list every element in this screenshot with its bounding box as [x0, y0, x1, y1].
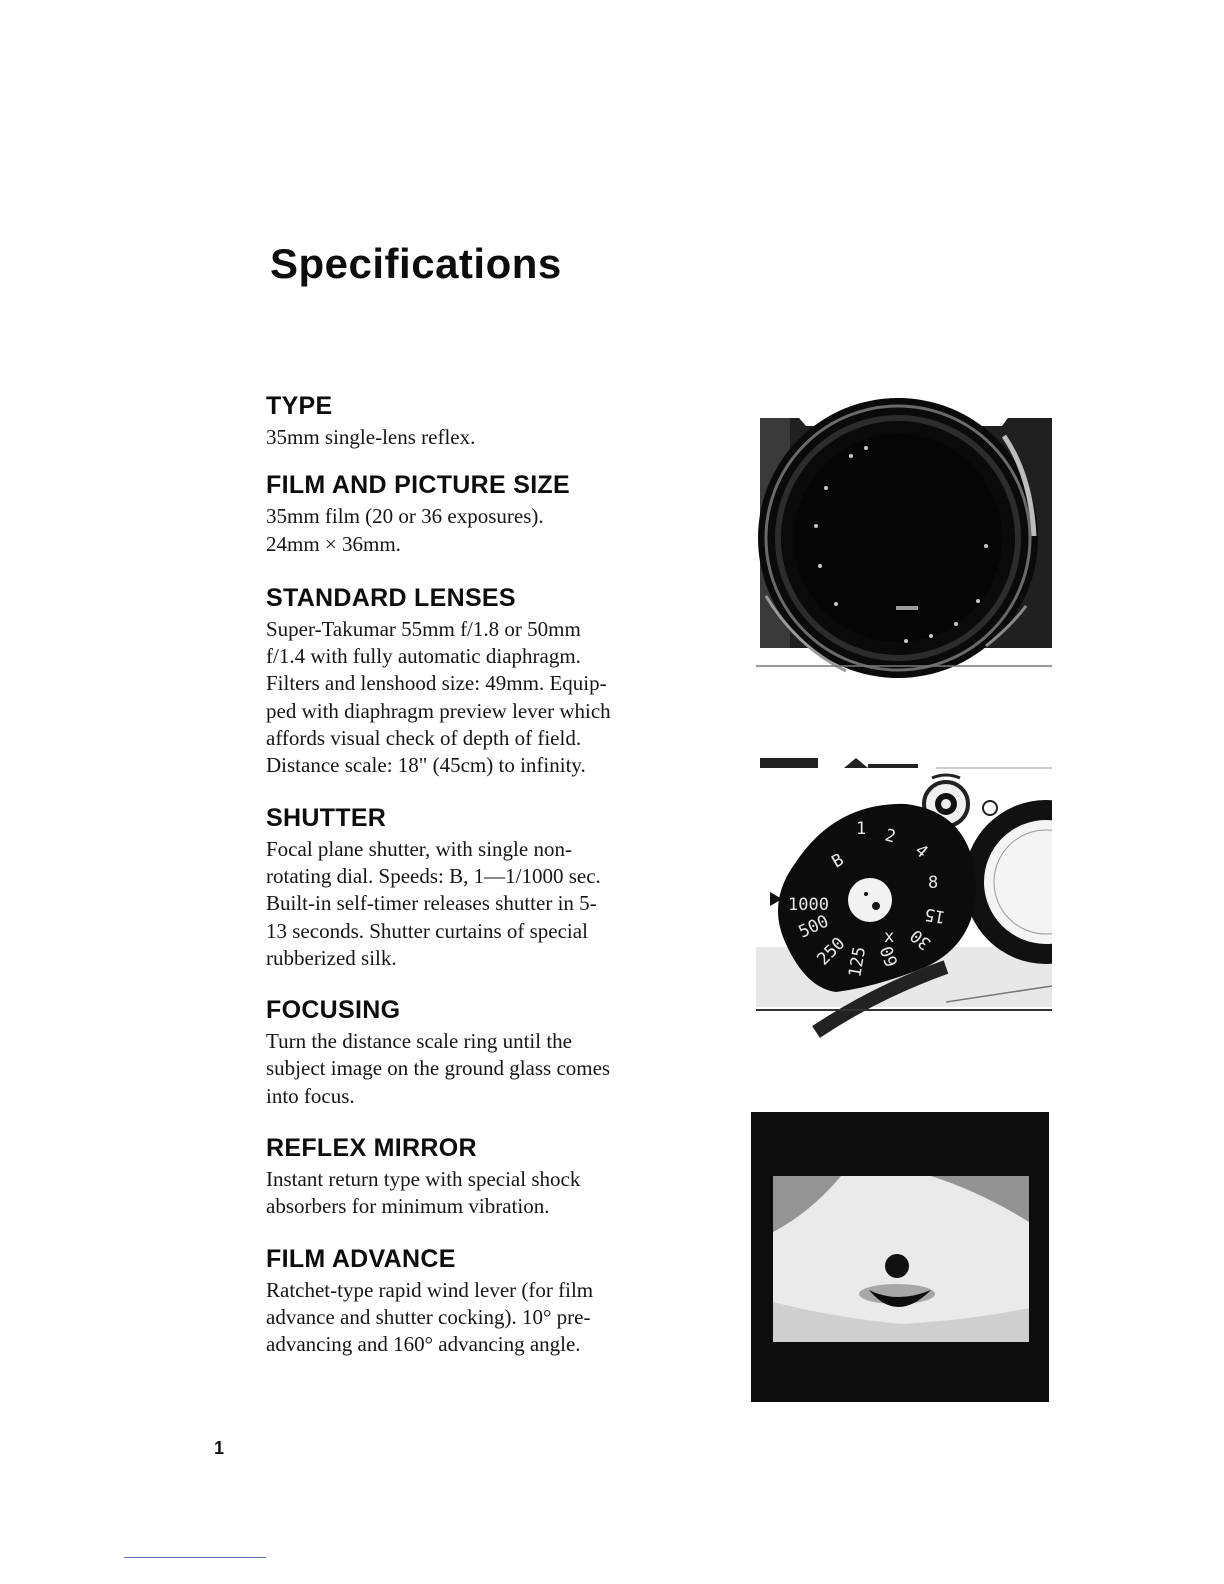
spec-line: Distance scale: 18" (45cm) to infinity.: [266, 753, 586, 778]
spec-line: 35mm film (20 or 36 exposures).: [266, 504, 544, 529]
spec-line: ped with diaphragm preview lever which: [266, 698, 611, 723]
spec-heading: FILM AND PICTURE SIZE: [266, 471, 570, 500]
spec-line: rotating dial. Speeds: B, 1—1/1000 sec.: [266, 863, 601, 888]
spec-section-film-advance: [266, 1243, 678, 1359]
dial-speed-60: 60: [876, 943, 903, 970]
dial-speed-2: 2: [882, 825, 898, 848]
spec-section-standard-lenses: [266, 582, 678, 780]
spec-body: [266, 1277, 678, 1359]
spec-line: Built-in self-timer releases shutter in 5-: [266, 891, 597, 916]
spec-body: [266, 424, 678, 451]
shutter-dial-illustration: [756, 752, 1052, 1050]
viewfinder-photo: [751, 1112, 1049, 1402]
dial-speed-1000: 1000: [788, 895, 829, 915]
spec-line: rubberized silk.: [266, 945, 397, 970]
spec-line: affords visual check of depth of field.: [266, 726, 582, 751]
specifications-list: [266, 390, 678, 1359]
spec-line: into focus.: [266, 1083, 355, 1108]
spec-heading: REFLEX MIRROR: [266, 1134, 477, 1163]
spec-heading: FILM ADVANCE: [266, 1244, 456, 1273]
spec-line: subject image on the ground glass comes: [266, 1056, 611, 1081]
spec-line: advance and shutter cocking). 10° pre-: [266, 1304, 591, 1329]
spec-section-focusing: [266, 994, 678, 1110]
spec-section-reflex-mirror: [266, 1132, 678, 1221]
spec-body: [266, 1166, 678, 1221]
spec-line: 13 seconds. Shutter curtains of special: [266, 918, 588, 943]
spec-line: Super-Takumar 55mm f/1.8 or 50mm: [266, 616, 581, 641]
page-title: Specifications: [270, 240, 562, 287]
dial-speed-8: 8: [928, 873, 939, 893]
dial-speed-500: 500: [795, 911, 832, 943]
dial-speed-30: 30: [906, 925, 936, 954]
spec-section-shutter: [266, 802, 678, 972]
spec-heading: STANDARD LENSES: [266, 583, 516, 612]
spec-section-type: [266, 390, 678, 451]
spec-body: [266, 616, 678, 780]
spec-heading: FOCUSING: [266, 996, 401, 1025]
spec-body: [266, 503, 678, 558]
dial-speed-250: 250: [813, 933, 850, 970]
spec-line: Ratchet-type rapid wind lever (for film: [266, 1277, 594, 1302]
spec-line: absorbers for minimum vibration.: [266, 1194, 550, 1219]
spec-line: f/1.4 with fully automatic diaphragm.: [266, 644, 581, 669]
spec-heading: TYPE: [266, 392, 333, 420]
shutter-dial-photo: [756, 752, 1052, 1050]
footer-divider: [124, 1557, 266, 1558]
spec-body: [266, 836, 678, 972]
dial-speed-15: 15: [923, 903, 947, 927]
spec-line: Filters and lenshood size: 49mm. Equip-: [266, 671, 607, 696]
lens-illustration: [756, 396, 1052, 686]
spec-line: Focal plane shutter, with single non-: [266, 836, 572, 861]
spec-line: advancing and 160° advancing angle.: [266, 1332, 581, 1357]
dial-flash-mark: x: [884, 927, 895, 947]
viewfinder-illustration: [751, 1112, 1049, 1402]
spec-line: Instant return type with special shock: [266, 1167, 581, 1192]
spec-line: 24mm × 36mm.: [266, 531, 401, 556]
dial-speed-b: B: [828, 849, 848, 873]
spec-line: 35mm single-lens reflex.: [266, 425, 476, 449]
dial-speed-1: 1: [856, 819, 867, 839]
lens-photo: [756, 396, 1052, 686]
spec-section-film-and-picture-size: [266, 469, 678, 558]
dial-speed-125: 125: [845, 945, 871, 979]
spec-line: Turn the distance scale ring until the: [266, 1029, 572, 1054]
spec-body: [266, 1028, 678, 1110]
dial-speed-4: 4: [910, 840, 932, 863]
spec-heading: SHUTTER: [266, 803, 387, 832]
page-number: 1: [214, 1438, 225, 1458]
